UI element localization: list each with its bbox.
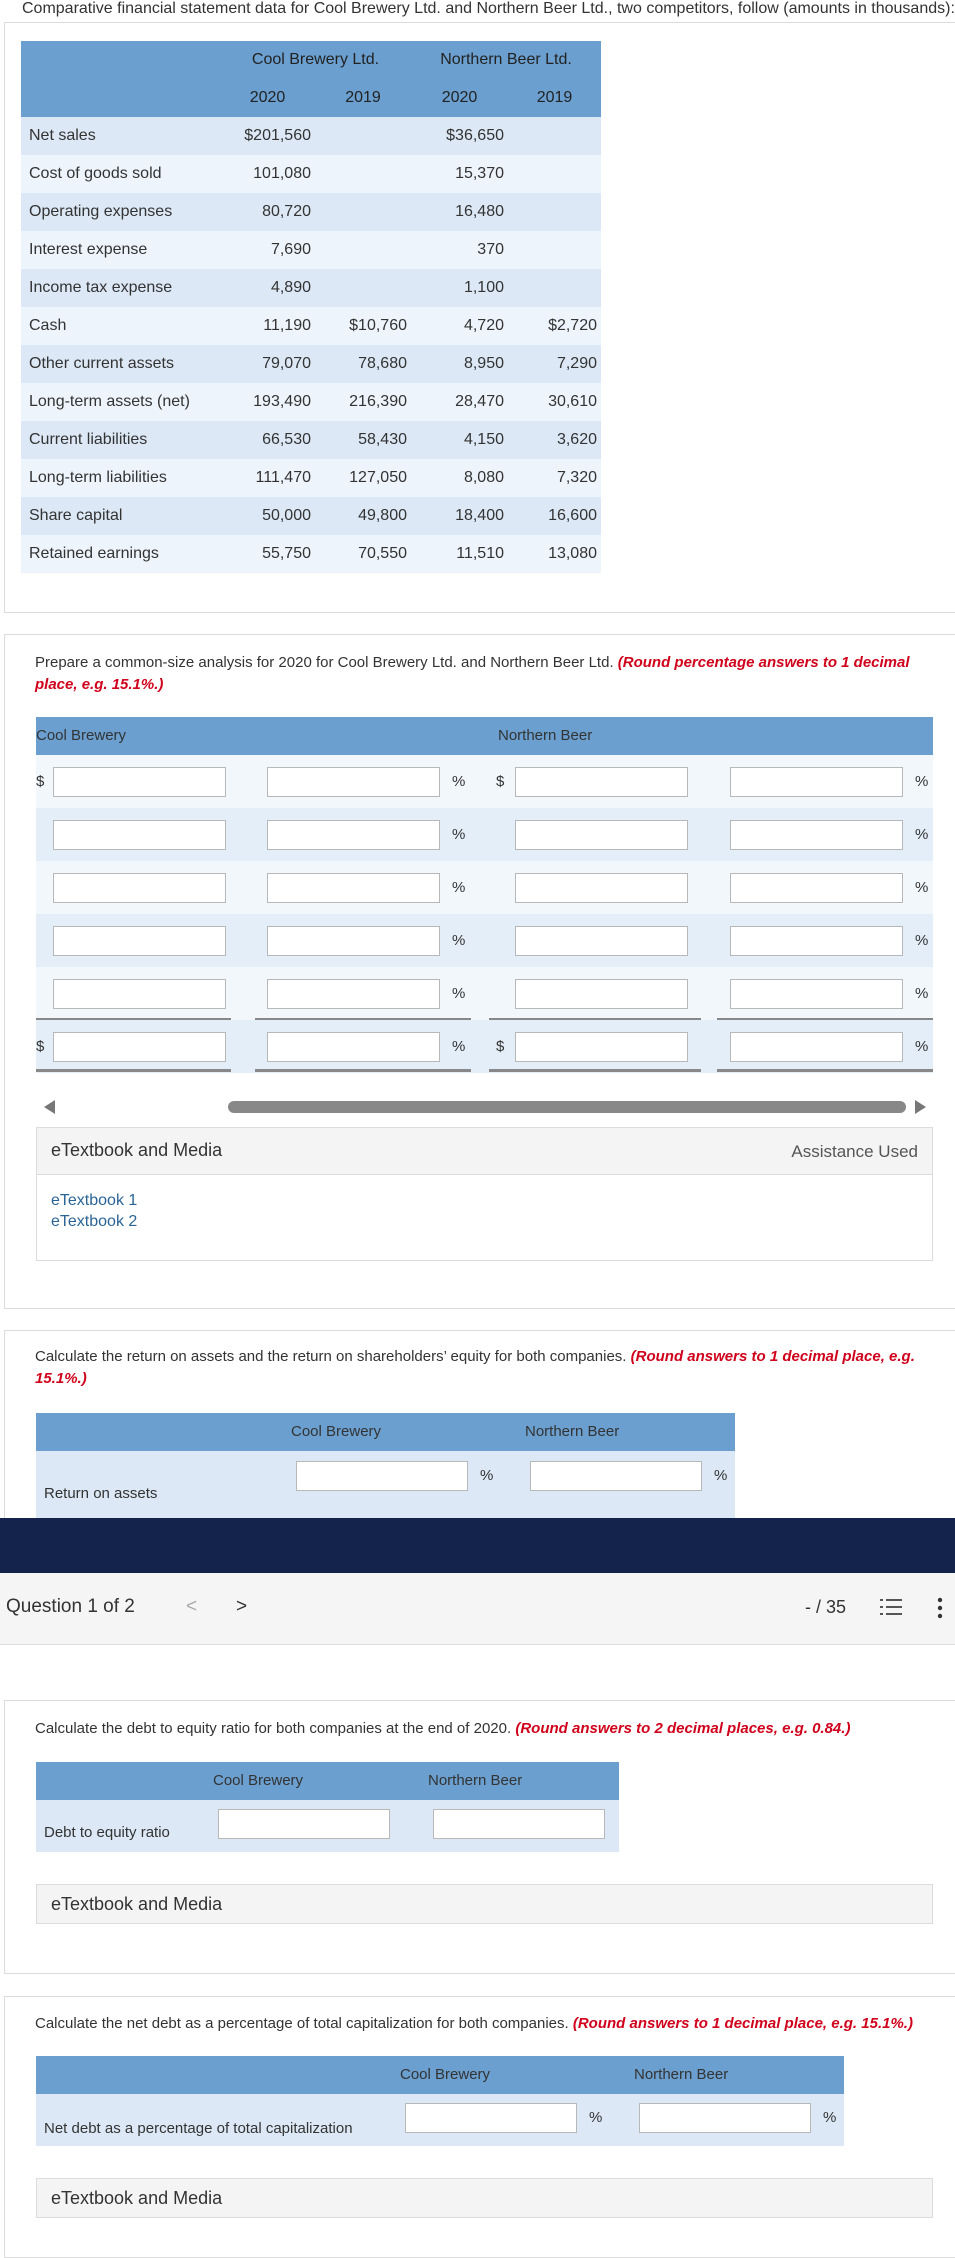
col-cool-brewery: Cool Brewery [291, 1423, 382, 1440]
dollar-sign: $ [36, 773, 45, 790]
cell-value: 78,680 [358, 355, 407, 372]
row-label: Cost of goods sold [29, 165, 162, 182]
total-underline [36, 1069, 231, 1072]
cell-value: 11,190 [263, 317, 311, 334]
question-counter: Question 1 of 2 [6, 1596, 135, 1617]
roa-cool-brewery-input[interactable] [296, 1461, 468, 1491]
cell-value: 16,600 [548, 507, 597, 524]
q4-header [36, 2056, 844, 2094]
common-size-row [36, 808, 933, 861]
row-label: Interest expense [29, 241, 148, 258]
table-row [21, 193, 601, 231]
media-title: eTextbook and Media [51, 2188, 223, 2208]
cool-percent-input[interactable] [267, 767, 440, 797]
table-row [21, 459, 601, 497]
cell-value: 1,100 [463, 279, 504, 296]
company-1-header: Cool Brewery Ltd. [220, 41, 411, 79]
cool-percent-input[interactable] [267, 926, 440, 956]
row-label: Long-term assets (net) [29, 393, 190, 410]
cell-value: 30,610 [548, 393, 597, 410]
cell-value: 49,800 [358, 507, 407, 524]
cell-value [315, 269, 411, 307]
common-size-row [36, 967, 933, 1020]
cool-amount-input[interactable] [53, 1032, 226, 1062]
percent-sign: % [452, 879, 466, 896]
cell-value: $36,650 [446, 127, 504, 144]
q3-header [36, 1762, 619, 1800]
row-label: Debt to equity ratio [44, 1824, 170, 1841]
q2-header [36, 1413, 735, 1451]
table-row [21, 155, 601, 193]
scroll-right-icon[interactable] [915, 1100, 926, 1114]
cell-value: 111,470 [255, 469, 311, 486]
question-1-instruction: Prepare a common-size analysis for 2020 for Cool Brewery Ltd. and Northern Beer Ltd. (Round percentage answers to 1 decimal place, e.g. 15.1%.) [35, 654, 910, 693]
col-northern-beer: Northern Beer [525, 1423, 620, 1440]
table-row [21, 535, 601, 573]
row-label: Current liabilities [29, 431, 148, 448]
percent-sign: % [915, 879, 929, 896]
cell-value: 13,080 [548, 545, 597, 562]
dollar-sign: $ [36, 1038, 45, 1055]
percent-sign: % [714, 1467, 728, 1484]
table-row [21, 231, 601, 269]
de-ratio-northern-beer-input[interactable] [433, 1809, 605, 1839]
table-row [21, 269, 601, 307]
etextbook-media-panel [36, 1127, 933, 1261]
row-label: Income tax expense [29, 279, 173, 296]
northern-amount-input[interactable] [515, 926, 688, 956]
company-2-header: Northern Beer Ltd. [411, 41, 601, 79]
percent-sign: % [915, 1038, 929, 1055]
col-cool-brewery: Cool Brewery [36, 727, 127, 744]
cell-value: 70,550 [358, 545, 407, 562]
etextbook-1-link[interactable]: eTextbook 1 [51, 1192, 138, 1209]
cell-value: 193,490 [253, 393, 311, 410]
cell-value [508, 269, 601, 307]
percent-sign: % [452, 826, 466, 843]
table-row [21, 345, 601, 383]
row-label: Long-term liabilities [29, 469, 167, 486]
cell-value: 7,690 [270, 241, 311, 258]
total-underline [255, 1069, 471, 1072]
common-size-row [36, 755, 933, 808]
media-title: eTextbook and Media [51, 1140, 223, 1160]
cell-value [315, 231, 411, 269]
common-size-header [36, 717, 933, 755]
common-size-row [36, 1020, 933, 1073]
percent-sign: % [915, 932, 929, 949]
northern-amount-input[interactable] [515, 1032, 688, 1062]
cell-value [508, 117, 601, 155]
percent-sign: % [915, 985, 929, 1002]
cell-value: 79,070 [262, 355, 311, 372]
total-underline [717, 1069, 933, 1072]
media-title: eTextbook and Media [51, 1894, 223, 1914]
cell-value [508, 231, 601, 269]
cell-value: 4,720 [463, 317, 504, 334]
common-size-row [36, 914, 933, 967]
cell-value: 80,720 [262, 203, 311, 220]
percent-sign: % [589, 2109, 603, 2126]
table-row [21, 117, 601, 155]
etextbook-media-panel-2[interactable] [36, 1884, 933, 1924]
cell-value: 58,430 [358, 431, 407, 448]
cell-value: 127,050 [349, 469, 407, 486]
percent-sign: % [452, 1038, 466, 1055]
northern-percent-input[interactable] [730, 873, 903, 903]
etextbook-2-link[interactable]: eTextbook 2 [51, 1213, 138, 1230]
northern-percent-input[interactable] [730, 1032, 903, 1062]
table-row [21, 421, 601, 459]
cool-percent-input[interactable] [267, 1032, 440, 1062]
row-label: Return on assets [44, 1485, 158, 1502]
percent-sign: % [452, 932, 466, 949]
next-question-button[interactable]: > [236, 1596, 248, 1617]
scroll-left-icon[interactable] [44, 1100, 55, 1114]
dollar-sign: $ [496, 773, 505, 790]
cell-value: 7,290 [556, 355, 597, 372]
col-cool-brewery: Cool Brewery [213, 1772, 304, 1789]
cell-value [315, 193, 411, 231]
total-underline [489, 1069, 701, 1072]
row-label: Net sales [29, 127, 96, 144]
cool-percent-input[interactable] [267, 820, 440, 850]
northern-amount-input[interactable] [515, 767, 688, 797]
cool-percent-input[interactable] [267, 873, 440, 903]
year-header: 2020 [220, 79, 315, 117]
net-debt-cool-brewery-input[interactable] [405, 2103, 577, 2133]
col-cool-brewery: Cool Brewery [400, 2066, 491, 2083]
col-northern-beer: Northern Beer [428, 1772, 523, 1789]
cell-value: 3,620 [556, 431, 597, 448]
horizontal-scrollbar[interactable] [228, 1101, 906, 1113]
etextbook-media-panel-3[interactable] [36, 2178, 933, 2218]
table-row [21, 497, 601, 535]
table-row [21, 383, 601, 421]
row-label: Share capital [29, 507, 123, 524]
cell-value: 55,750 [262, 545, 311, 562]
more-options-icon[interactable] [937, 1597, 943, 1619]
question-2-instruction: Calculate the return on assets and the return on shareholders’ equity for both companies. (Round answers to 1 decimal place, e.g. 15.1%.) [35, 1348, 915, 1387]
northern-percent-input[interactable] [730, 926, 903, 956]
cell-value [315, 155, 411, 193]
cell-value: 50,000 [262, 507, 311, 524]
northern-amount-input[interactable] [515, 873, 688, 903]
table-row [21, 307, 601, 345]
q3-row-debt-to-equity [36, 1800, 619, 1852]
cell-value: 28,470 [455, 393, 504, 410]
cell-value: 11,510 [456, 545, 504, 562]
northern-amount-input[interactable] [515, 820, 688, 850]
row-label: Other current assets [29, 355, 174, 372]
percent-sign: % [915, 773, 929, 790]
cell-value: 15,370 [455, 165, 504, 182]
common-size-grid [36, 717, 933, 1073]
percent-sign: % [452, 773, 466, 790]
roa-northern-beer-input[interactable] [530, 1461, 702, 1491]
col-northern-beer: Northern Beer [634, 2066, 729, 2083]
cell-value: $2,720 [548, 317, 597, 334]
percent-sign: % [823, 2109, 837, 2126]
cell-value: 4,150 [463, 431, 504, 448]
top-nav-bar [0, 1518, 955, 1573]
cell-value: 101,080 [253, 165, 311, 182]
score-display: - / 35 [805, 1597, 847, 1617]
question-4-instruction: Calculate the net debt as a percentage of total capitalization for both companies. (Round answers to 1 decimal place, e.g. 15.1%.) [35, 2015, 913, 2032]
cell-value: 216,390 [349, 393, 407, 410]
table-header-companies [21, 41, 601, 79]
row-label: Retained earnings [29, 545, 159, 562]
financial-data-table [21, 41, 601, 573]
intro-text: Comparative financial statement data for Cool Brewery Ltd. and Northern Beer Ltd., two competitors, follow (amounts in thousands): [22, 0, 955, 17]
cool-percent-input[interactable] [267, 979, 440, 1009]
cell-value: 4,890 [270, 279, 311, 296]
cell-value [508, 155, 601, 193]
cell-value: 16,480 [455, 203, 504, 220]
question-list-icon[interactable] [880, 1597, 902, 1617]
row-label: Net debt as a percentage of total capitalization [44, 2120, 353, 2137]
col-northern-beer: Northern Beer [498, 727, 593, 744]
percent-sign: % [452, 985, 466, 1002]
northern-percent-input[interactable] [730, 767, 903, 797]
percent-sign: % [915, 826, 929, 843]
table-header-years [21, 79, 601, 117]
cool-amount-input[interactable] [53, 926, 226, 956]
percent-sign: % [480, 1467, 494, 1484]
cool-amount-input[interactable] [53, 979, 226, 1009]
cell-value: 370 [477, 241, 504, 258]
year-header: 2019 [508, 79, 601, 117]
common-size-row [36, 861, 933, 914]
northern-percent-input[interactable] [730, 979, 903, 1009]
cool-amount-input[interactable] [53, 820, 226, 850]
dollar-sign: $ [496, 1038, 505, 1055]
cool-amount-input[interactable] [53, 873, 226, 903]
question-nav-bar [0, 1573, 955, 1645]
cell-value: 18,400 [455, 507, 504, 524]
cell-value: 7,320 [556, 469, 597, 486]
q2-row-return-on-assets [36, 1451, 735, 1518]
previous-question-button[interactable]: < [186, 1596, 198, 1617]
cell-value [315, 117, 411, 155]
year-header: 2019 [315, 79, 411, 117]
northern-percent-input[interactable] [730, 820, 903, 850]
q4-row-net-debt [36, 2094, 844, 2146]
question-3-instruction: Calculate the debt to equity ratio for both companies at the end of 2020. (Round answers to 2 decimal places, e.g. 0.84.) [35, 1720, 851, 1737]
northern-amount-input[interactable] [515, 979, 688, 1009]
cell-value [508, 193, 601, 231]
cell-value: 8,080 [463, 469, 504, 486]
cell-value: 66,530 [262, 431, 311, 448]
de-ratio-cool-brewery-input[interactable] [218, 1809, 390, 1839]
cell-value: $10,760 [349, 317, 407, 334]
net-debt-northern-beer-input[interactable] [639, 2103, 811, 2133]
assistance-used-label: Assistance Used [791, 1142, 918, 1161]
cool-amount-input[interactable] [53, 767, 226, 797]
row-label: Operating expenses [29, 203, 173, 220]
row-label: Cash [29, 317, 67, 334]
cell-value: $201,560 [244, 127, 311, 144]
year-header: 2020 [411, 79, 508, 117]
cell-value: 8,950 [463, 355, 504, 372]
